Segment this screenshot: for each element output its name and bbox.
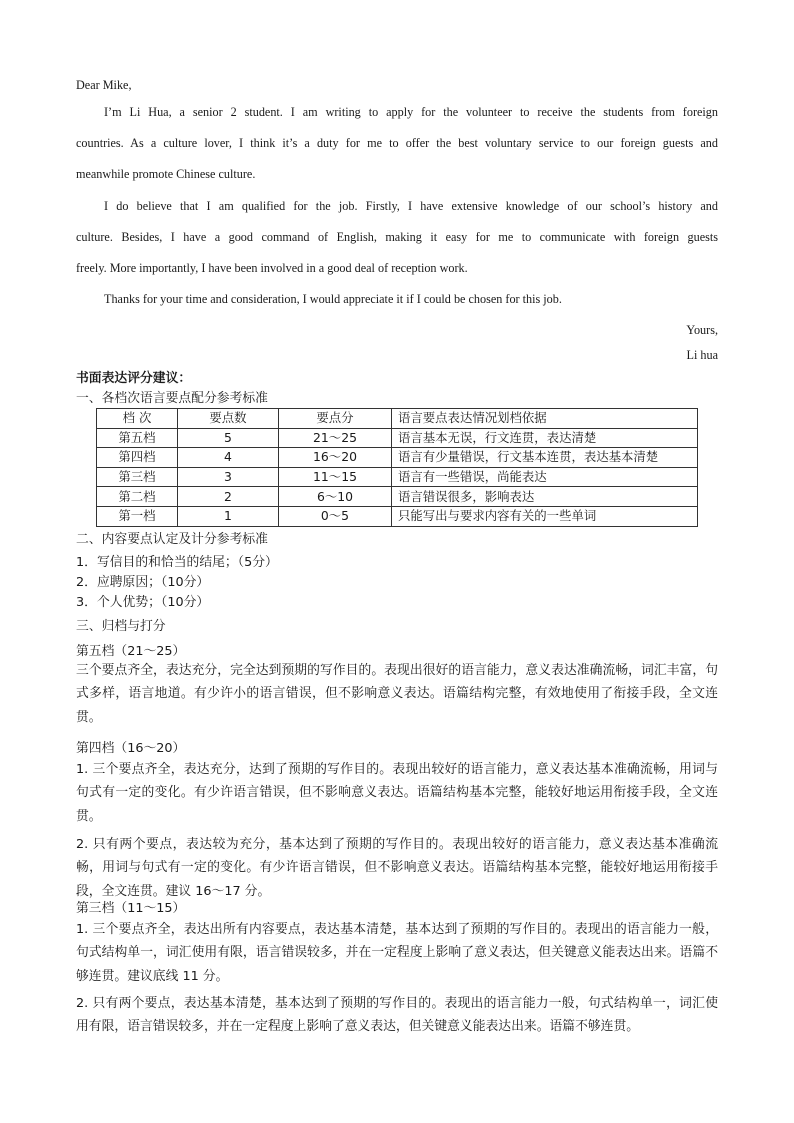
table-cell: 只能写出与要求内容有关的一些单词 <box>392 506 698 526</box>
letter-p1-line1: I’m Li Hua, a senior 2 student. I am writing to apply for the volunteer to receive the students from foreign <box>104 105 718 119</box>
letter-p1-line3: meanwhile promote Chinese culture. <box>76 167 256 181</box>
table-cell: 16～20 <box>279 448 392 468</box>
letter-closing: Yours, <box>686 323 718 337</box>
table-cell: 第一档 <box>97 506 178 526</box>
section2-heading: 二、内容要点认定及计分参考标准 <box>76 532 268 547</box>
section3-heading: 三、归档与打分 <box>76 619 166 634</box>
letter-signature: Li hua <box>686 348 718 362</box>
table-row <box>97 506 698 526</box>
table-header: 要点分 <box>279 409 392 429</box>
band4-title: 第四档（16～20） <box>76 741 186 756</box>
table-cell: 第三档 <box>97 467 178 487</box>
table-row <box>97 467 698 487</box>
table-cell: 第五档 <box>97 428 178 448</box>
band3-item1: 1. 三个要点齐全，表达出所有内容要点，表达基本清楚，基本达到了预期的写作目的。表现出的语言能力一般，句式结构单一，词汇使用有限，语言错误较多，并在一定程度上影响了意义表达，但关键意义能表达出来。语篇不够连贯。建议底线 11 分。 <box>76 922 718 984</box>
section1-heading: 一、各档次语言要点配分参考标准 <box>76 391 268 406</box>
band4-item1: 1. 三个要点齐全，表达充分，达到了预期的写作目的。表现出较好的语言能力，意义表达基本准确流畅，用词与句式有一定的变化。有少许语言错误，但不影响意义表达。语篇结构基本完整，能较好地运用衔接手段，全文连贯。 <box>76 762 718 824</box>
letter-p2-line3: freely. More importantly, I have been involved in a good deal of reception work. <box>76 261 468 275</box>
table-row <box>97 428 698 448</box>
table-header: 要点数 <box>178 409 279 429</box>
letter-p2-line2: culture. Besides, I have a good command of English, making it easy for me to communicate with foreign guests <box>76 230 718 244</box>
letter-p3: Thanks for your time and consideration, I would appreciate it if I could be chosen for this job. <box>104 292 562 306</box>
table-cell: 3 <box>178 467 279 487</box>
table-cell: 4 <box>178 448 279 468</box>
table-cell: 语言基本无误，行文连贯，表达清楚 <box>392 428 698 448</box>
table-header: 档 次 <box>97 409 178 429</box>
band3-title: 第三档（11～15） <box>76 901 186 916</box>
band5-text: 三个要点齐全，表达充分，完全达到预期的写作目的。表现出很好的语言能力，意义表达准确流畅，词汇丰富，句式多样，语言地道。有少许小的语言错误，但不影响意义表达。语篇结构完整，有效地使用了衔接手段，全文连贯。 <box>76 663 718 725</box>
table-header: 语言要点表达情况划档依据 <box>392 409 698 429</box>
table-row <box>97 487 698 507</box>
table-header-row <box>97 409 698 429</box>
band3-item2: 2. 只有两个要点，表达基本清楚，基本达到了预期的写作目的。表现出的语言能力一般，句式结构单一，词汇使用有限，语言错误较多，并在一定程度上影响了意义表达，但关键意义能表达出来。语篇不够连贯。 <box>76 996 718 1035</box>
table-cell: 第四档 <box>97 448 178 468</box>
point-item: 3．个人优势；（10分） <box>76 595 210 610</box>
letter-p1-line2: countries. As a culture lover, I think it’s a duty for me to offer the best voluntary service to our foreign guests and <box>76 136 718 150</box>
point-item: 1．写信目的和恰当的结尾；（5分） <box>76 555 278 570</box>
scoring-title: 书面表达评分建议： <box>76 371 192 386</box>
letter-p2-line1: I do believe that I am qualified for the job. Firstly, I have extensive knowledge of our school’s history and <box>104 199 718 213</box>
table-cell: 语言有少量错误，行文基本连贯，表达基本清楚 <box>392 448 698 468</box>
point-item: 2．应聘原因；（10分） <box>76 575 210 590</box>
table-cell: 语言错误很多，影响表达 <box>392 487 698 507</box>
table-cell: 第二档 <box>97 487 178 507</box>
table-cell: 1 <box>178 506 279 526</box>
letter-greeting: Dear Mike, <box>76 78 132 92</box>
table-row <box>97 448 698 468</box>
band4-item2: 2. 只有两个要点，表达较为充分，基本达到了预期的写作目的。表现出较好的语言能力，意义表达基本准确流畅，用词与句式有一定的变化。有少许语言错误，但不影响意义表达。语篇结构基本完整，能较好地运用衔接手段，全文连贯。建议 16～17 分。 <box>76 837 718 899</box>
band5-title: 第五档（21～25） <box>76 644 186 659</box>
table-cell: 2 <box>178 487 279 507</box>
scoring-table <box>96 408 698 527</box>
table-cell: 21～25 <box>279 428 392 448</box>
table-cell: 5 <box>178 428 279 448</box>
table-cell: 语言有一些错误，尚能表达 <box>392 467 698 487</box>
table-cell: 0～5 <box>279 506 392 526</box>
table-cell: 6～10 <box>279 487 392 507</box>
table-cell: 11～15 <box>279 467 392 487</box>
